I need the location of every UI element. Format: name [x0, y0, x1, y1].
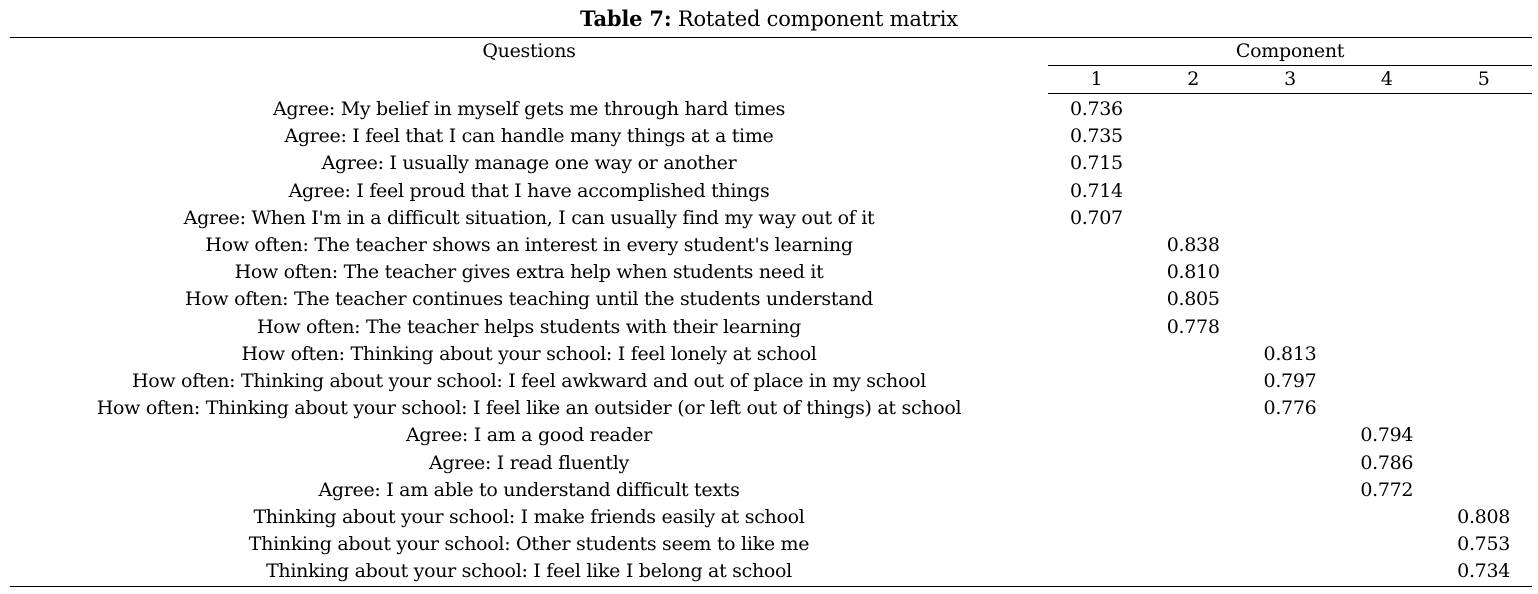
loading-cell [1048, 395, 1145, 422]
loading-cell [1338, 558, 1435, 586]
question-cell: Agree: I read fluently [429, 451, 629, 474]
question-cell: How often: The teacher gives extra help when students need it [234, 261, 824, 284]
loading-cell [1242, 422, 1339, 449]
loading-cell [1338, 232, 1435, 259]
loading-cell [1435, 259, 1532, 286]
loading-cell [1338, 123, 1435, 150]
loading-cell [1145, 395, 1242, 422]
loading-cell [1338, 531, 1435, 558]
table-body [10, 94, 1532, 587]
loading-cell [1435, 232, 1532, 259]
loading-cell [1242, 450, 1339, 477]
loading-cell [1048, 558, 1145, 586]
loading-cell: 0.772 [1360, 478, 1414, 501]
loading-cell [1338, 314, 1435, 341]
question-cell: Thinking about your school: I feel like I belong at school [10, 558, 1048, 586]
loading-cell: 0.794 [1360, 424, 1414, 447]
loading-cell [1435, 178, 1532, 205]
table-row [10, 314, 1532, 341]
loading-cell [1145, 422, 1242, 449]
table-caption-label: Table 7: [580, 6, 672, 31]
loading-cell [1435, 341, 1532, 368]
loading-cell [1242, 477, 1339, 504]
question-cell: Agree: I feel that I can handle many things at a time [284, 125, 774, 148]
loading-cell [1242, 504, 1339, 531]
loading-cell: 0.810 [1166, 261, 1220, 284]
loading-cell [1145, 531, 1242, 558]
loading-cell [1435, 395, 1532, 422]
loading-cell [1435, 450, 1532, 477]
table-caption [0, 4, 1538, 34]
loading-cell [1435, 150, 1532, 177]
loading-cell [1338, 94, 1435, 124]
table-row [10, 123, 1532, 150]
table-row [10, 150, 1532, 177]
loading-cell: 0.736 [1069, 98, 1123, 120]
loading-cell [1048, 314, 1145, 341]
table-row [10, 94, 1532, 124]
loading-cell [1145, 341, 1242, 368]
loading-cell [1145, 504, 1242, 531]
loading-cell [1242, 531, 1339, 558]
loading-cell [1435, 286, 1532, 313]
loading-cell: 0.776 [1263, 397, 1317, 420]
loading-cell [1145, 368, 1242, 395]
loading-cell [1338, 341, 1435, 368]
loading-cell [1338, 368, 1435, 395]
loading-cell [1338, 178, 1435, 205]
question-cell: Agree: My belief in myself gets me through hard times [272, 97, 786, 120]
loading-cell [1435, 422, 1532, 449]
component-number-header: 2 [1145, 66, 1242, 94]
loading-cell [1048, 341, 1145, 368]
table-row [10, 531, 1532, 558]
loading-cell [1242, 286, 1339, 313]
loading-cell: 0.797 [1263, 370, 1317, 393]
question-cell: How often: Thinking about your school: I feel awkward and out of place in my school [131, 370, 927, 393]
loading-cell [1145, 477, 1242, 504]
rotated-component-matrix-table [10, 37, 1532, 587]
table-row [10, 178, 1532, 205]
table-row [10, 422, 1532, 449]
component-number-header: 1 [1048, 66, 1145, 94]
loading-cell: 0.786 [1360, 451, 1414, 474]
loading-cell [1145, 450, 1242, 477]
loading-cell [1048, 450, 1145, 477]
loading-cell [1145, 205, 1242, 232]
loading-cell [1145, 178, 1242, 205]
loading-cell [1048, 286, 1145, 313]
loading-cell [1338, 205, 1435, 232]
component-number-header: 5 [1435, 66, 1532, 94]
loading-cell [1145, 123, 1242, 150]
loading-cell [1242, 314, 1339, 341]
question-cell: Agree: When I'm in a difficult situation, I can usually find my way out of it [183, 206, 875, 229]
loading-cell [1435, 368, 1532, 395]
loading-cell [1242, 94, 1339, 124]
question-cell: How often: The teacher shows an interest in every student's learning [205, 234, 853, 257]
questions-header: Questions [10, 38, 1048, 94]
loading-cell [1242, 558, 1339, 586]
loading-cell [1435, 205, 1532, 232]
loading-cell [1242, 232, 1339, 259]
table-caption-title: Rotated component matrix [677, 7, 958, 31]
loading-cell: 0.707 [1069, 206, 1123, 229]
loading-cell: 0.813 [1263, 342, 1317, 365]
loading-cell [1048, 477, 1145, 504]
loading-cell: 0.805 [1166, 288, 1220, 311]
header-row-1 [10, 38, 1532, 66]
loading-cell [1048, 232, 1145, 259]
table-row [10, 286, 1532, 313]
table-row [10, 395, 1532, 422]
table-row [10, 341, 1532, 368]
loading-cell [1338, 504, 1435, 531]
question-cell: Thinking about your school: Other students seem to like me [248, 533, 810, 556]
question-cell: Thinking about your school: I make friends easily at school [253, 506, 805, 529]
table-row [10, 205, 1532, 232]
question-cell: Agree: I feel proud that I have accomplished things [288, 179, 770, 202]
loading-cell [1435, 94, 1532, 124]
table-row [10, 232, 1532, 259]
component-number-header: 4 [1338, 66, 1435, 94]
question-cell: How often: Thinking about your school: I feel like an outsider (or left out of things) at school [96, 397, 962, 420]
loading-cell [1242, 259, 1339, 286]
loading-cell: 0.753 [1457, 533, 1511, 556]
loading-cell [1145, 150, 1242, 177]
question-cell: How often: The teacher continues teaching until the students understand [184, 288, 874, 311]
loading-cell [1338, 259, 1435, 286]
loading-cell [1048, 504, 1145, 531]
question-cell: How often: Thinking about your school: I feel lonely at school [241, 342, 817, 365]
loading-cell [1048, 368, 1145, 395]
question-cell: Agree: I am a good reader [405, 424, 653, 447]
loading-cell [1242, 178, 1339, 205]
loading-cell [1338, 150, 1435, 177]
loading-cell: 0.838 [1166, 234, 1220, 257]
loading-cell [1435, 314, 1532, 341]
loading-cell: 0.714 [1069, 179, 1123, 202]
loading-cell [1048, 259, 1145, 286]
question-cell: How often: The teacher helps students with their learning [256, 315, 802, 338]
loading-cell: 0.808 [1457, 506, 1511, 529]
loading-cell [1145, 94, 1242, 124]
loading-cell [1145, 558, 1242, 586]
table-row [10, 259, 1532, 286]
loading-cell [1338, 395, 1435, 422]
table-row [10, 368, 1532, 395]
loading-cell [1048, 422, 1145, 449]
table-row [10, 477, 1532, 504]
loading-cell: 0.735 [1069, 125, 1123, 148]
loading-cell [1242, 205, 1339, 232]
loading-cell [1435, 123, 1532, 150]
question-cell: Agree: I am able to understand difficult texts [318, 478, 740, 501]
table-row [10, 504, 1532, 531]
loading-cell [1242, 150, 1339, 177]
loading-cell [1435, 477, 1532, 504]
loading-cell: 0.715 [1069, 152, 1123, 175]
loading-cell [1338, 286, 1435, 313]
table-row [10, 450, 1532, 477]
loading-cell: 0.778 [1166, 315, 1220, 338]
loading-cell: 0.734 [1435, 558, 1532, 586]
question-cell: Agree: I usually manage one way or another [321, 152, 737, 175]
loading-cell [1242, 123, 1339, 150]
loading-cell [1048, 531, 1145, 558]
component-number-header: 3 [1242, 66, 1339, 94]
table-row [10, 558, 1532, 586]
component-header: Component [1048, 38, 1532, 66]
